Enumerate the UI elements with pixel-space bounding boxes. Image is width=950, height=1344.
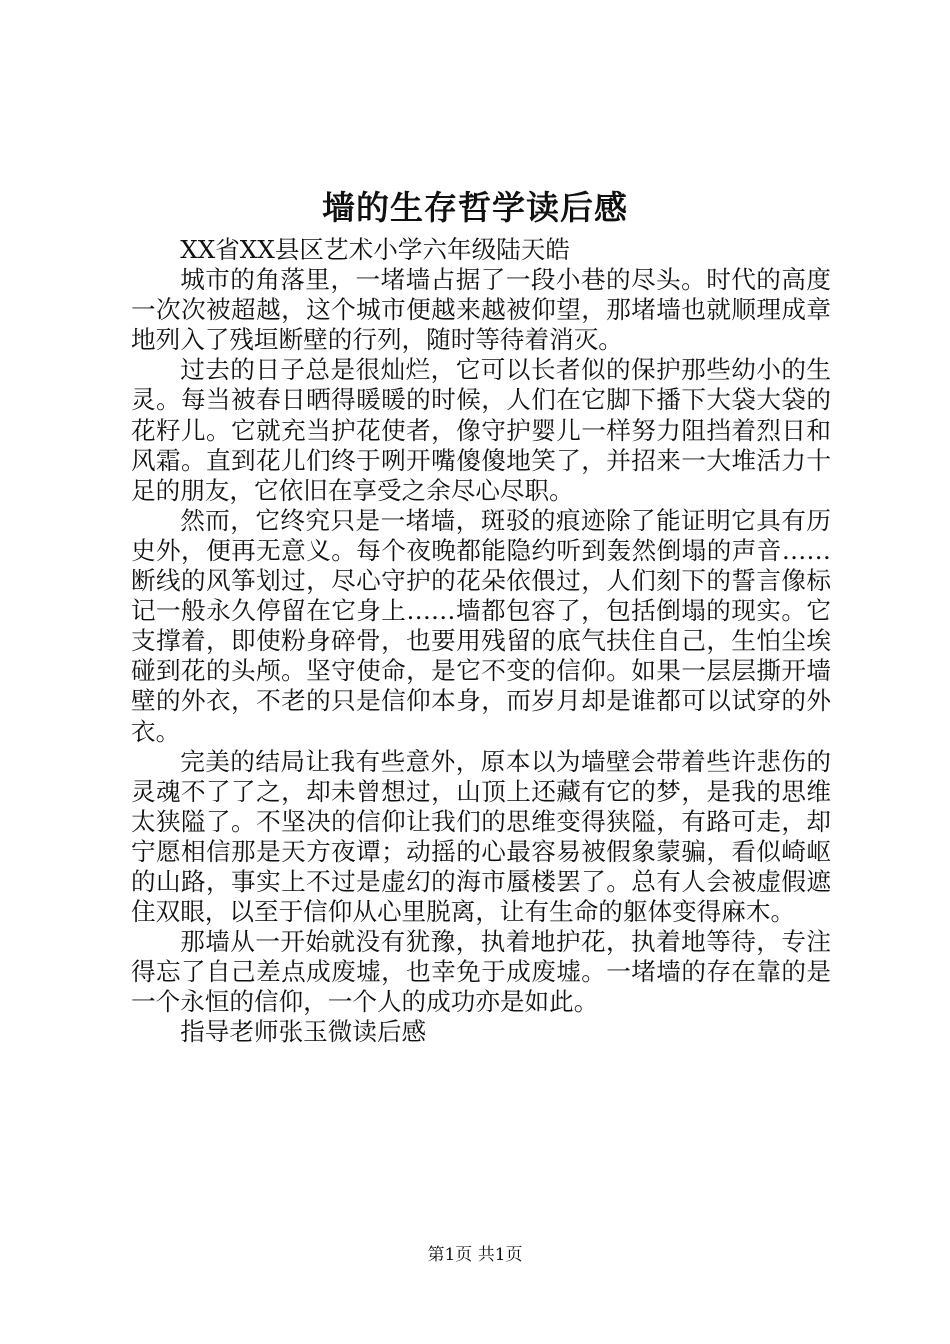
paragraph-3: 然而，它终究只是一堵墙，斑驳的痕迹除了能证明它具有历史外，便再无意义。每个夜晚都能隐约听到轰然倒塌的声音……断线的风筝划过，尽心守护的花朵依偎过，人们刻下的誓言像标记一般永久停留在它身上……墙都包容了，包括倒塌的现实。它支撑着，即使粉身碎骨，也要用残留的底气扶住自己，生怕尘埃碰到花的头颅。坚守使命，是它不变的信仰。如果一层层撕开墙壁的外衣，不老的只是信仰本身，而岁月却是谁都可以试穿的外衣。	[131, 505, 831, 746]
teacher-line: 指导老师张玉微读后感	[180, 1017, 427, 1047]
paragraph-2: 过去的日子总是很灿烂，它可以长者似的保护那些幼小的生灵。每当被春日晒得暖暖的时候，人们在它脚下播下大袋大袋的花籽儿。它就充当护花使者，像守护婴儿一样努力阻挡着烈日和风霜。直到花儿们终于咧开嘴傻傻地笑了，并招来一大堆活力十足的朋友，它依旧在享受之余尽心尽职。	[131, 355, 831, 505]
document-body	[131, 235, 831, 1048]
paragraph-5: 那墙从一开始就没有犹豫，执着地护花，执着地等待，专注得忘了自己差点成废墟，也幸免于成废墟。一堵墙的存在靠的是一个永恒的信仰，一个人的成功亦是如此。	[131, 927, 831, 1017]
paragraph-4: 完美的结局让我有些意外，原本以为墙壁会带着些许悲伤的灵魂不了了之，却未曾想过，山顶上还藏有它的梦，是我的思维太狭隘了。不坚决的信仰让我们的思维变得狭隘，有路可走，却宁愿相信那是天方夜谭；动摇的心最容易被假象蒙骗，看似崎岖的山路，事实上不过是虚幻的海市蜃楼罢了。总有人会被虚假遮住双眼，以至于信仰从心里脱离，让有生命的躯体变得麻木。	[131, 746, 831, 927]
author-line: XX省XX县区艺术小学六年级陆天皓	[180, 235, 570, 264]
page-footer: 第1页 共1页	[427, 1245, 523, 1265]
paragraph-1: 城市的角落里，一堵墙占据了一段小巷的尽头。时代的高度一次次被超越，这个城市便越来越被仰望，那堵墙也就顺理成章地列入了残垣断壁的行列，随时等待着消灭。	[131, 265, 831, 355]
page-title: 墙的生存哲学读后感	[322, 188, 628, 227]
